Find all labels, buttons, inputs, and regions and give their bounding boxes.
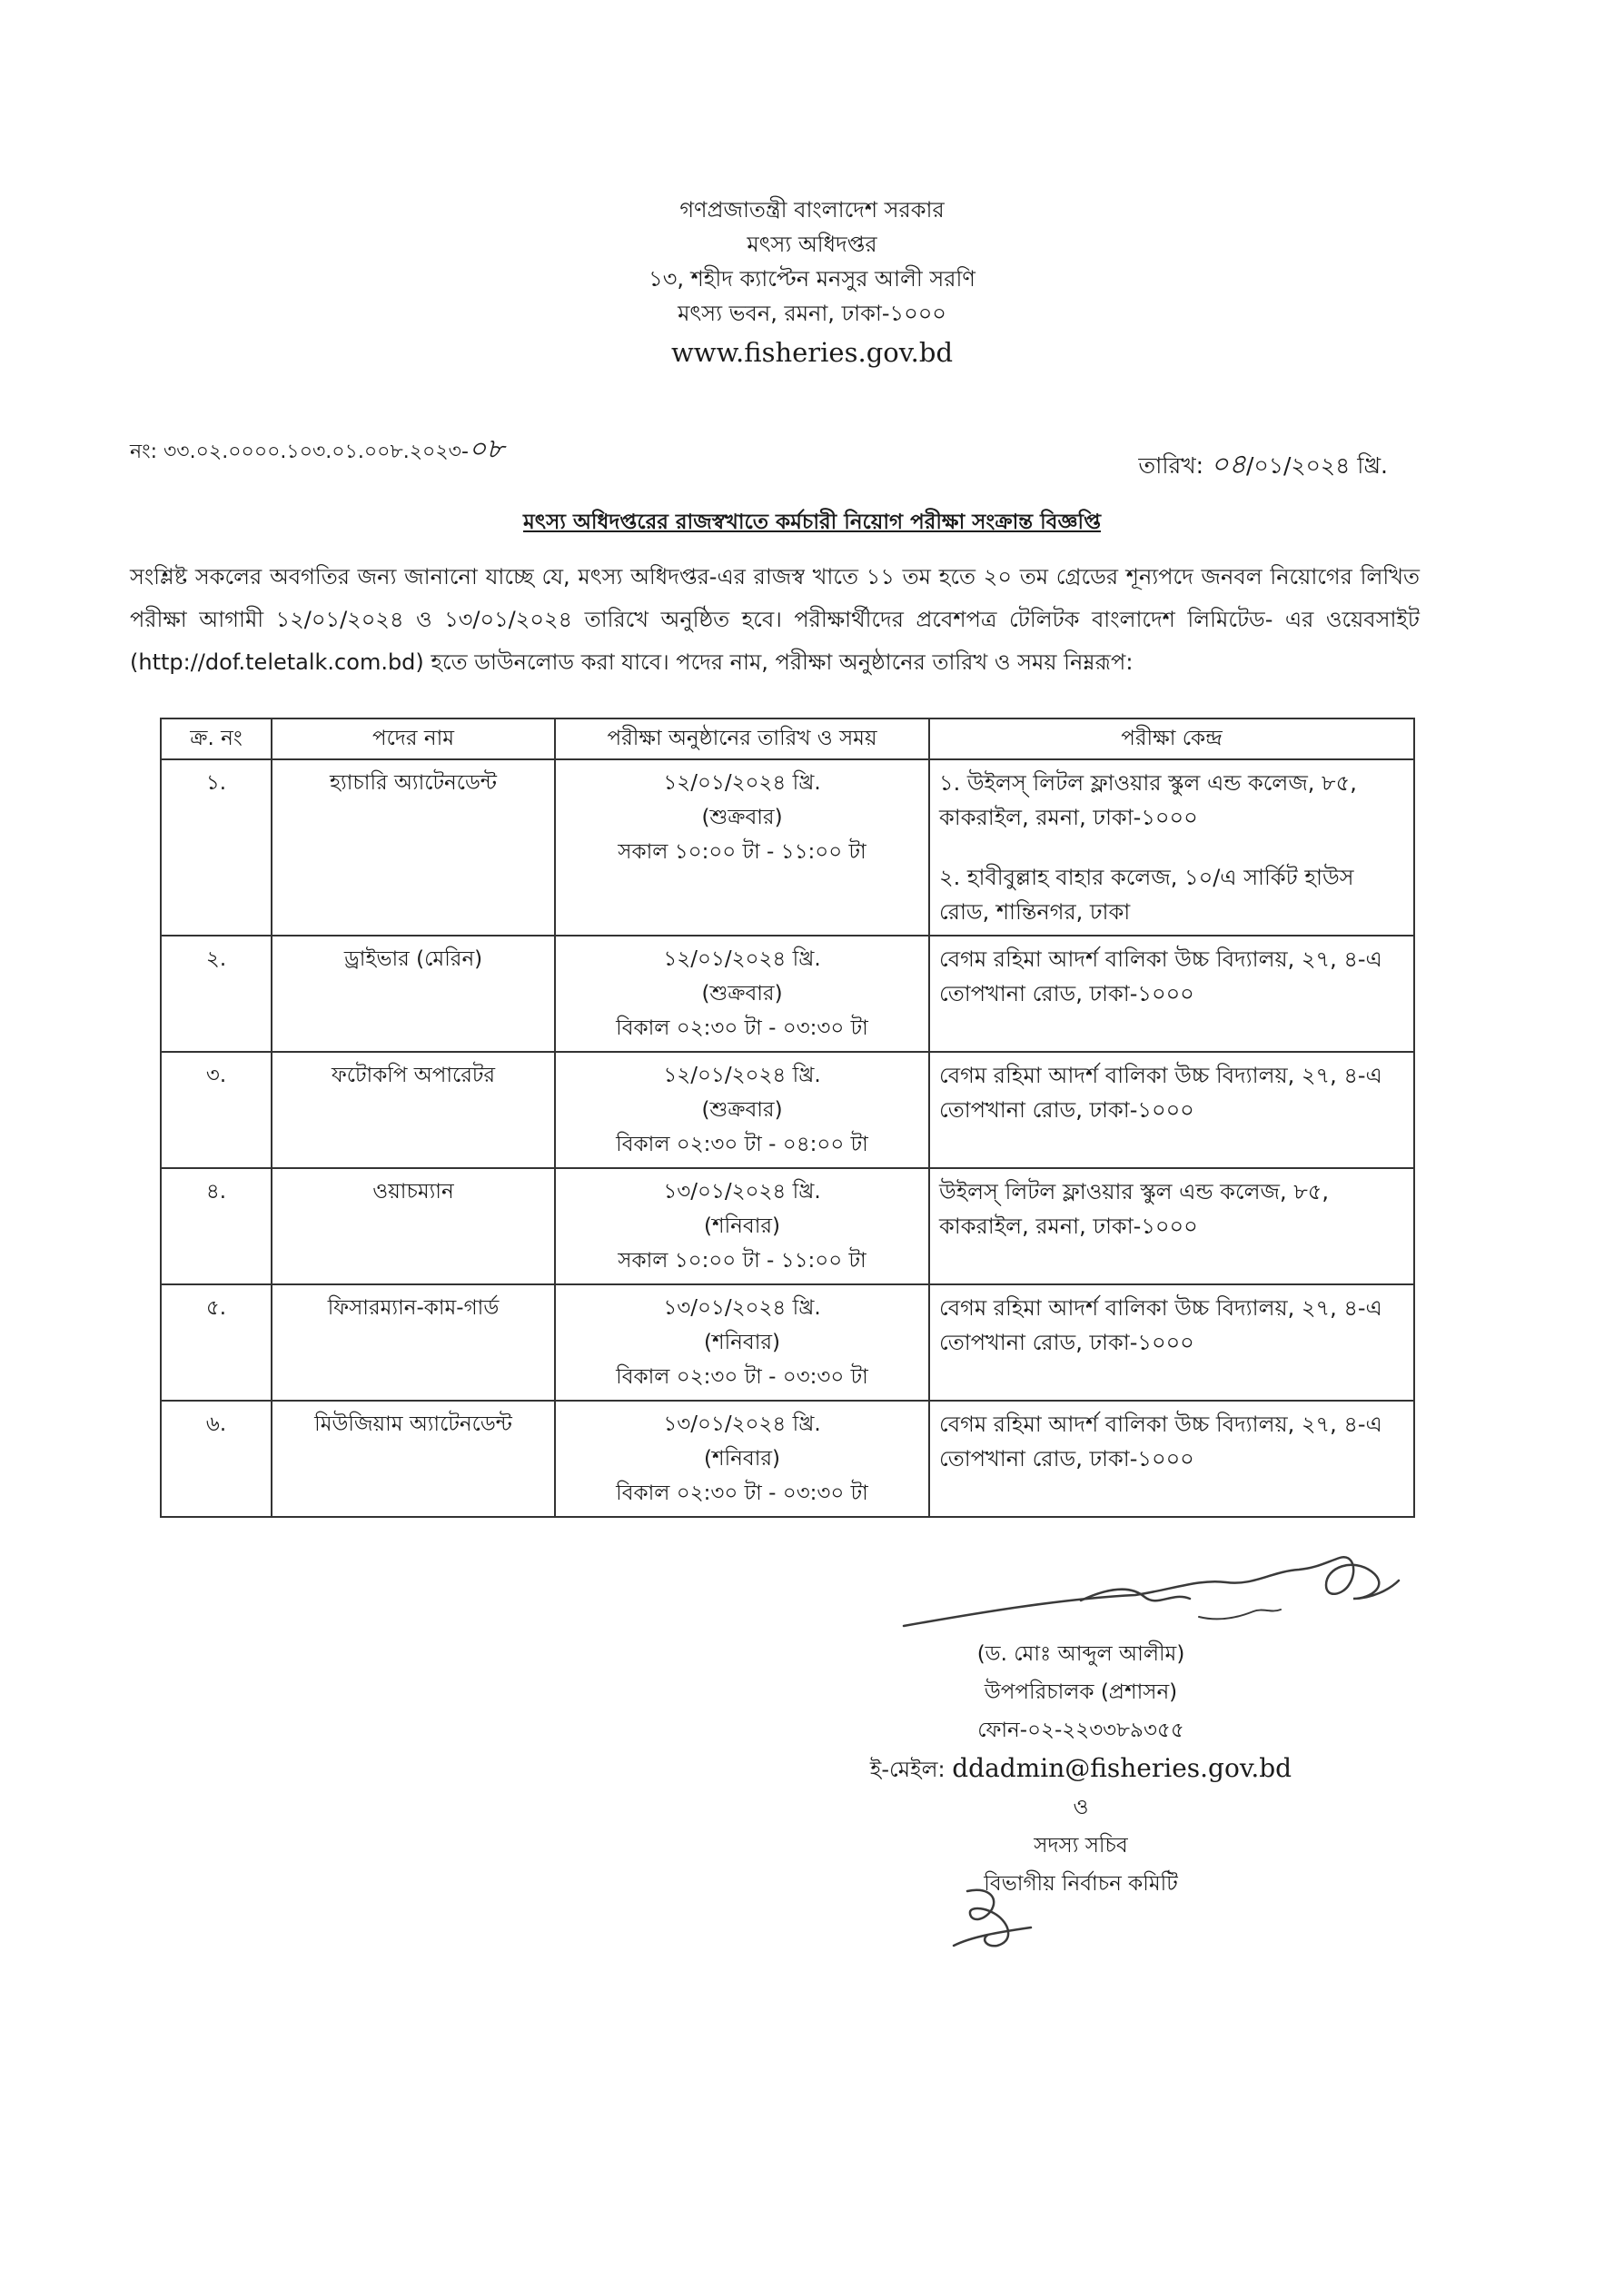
post-cell: ড্রাইভার (মেরিন) xyxy=(272,936,555,1052)
address-city: মৎস্য ভবন, রমনা, ঢাকা-১০০০ xyxy=(678,301,946,326)
header-post: পদের নাম xyxy=(272,718,555,759)
post-cell: ওয়াচম্যান xyxy=(272,1168,555,1284)
serial-cell: ১. xyxy=(161,759,272,936)
date-label: তারিখ: xyxy=(1138,452,1204,479)
date-rest: /০১/২০২৪ খ্রি. xyxy=(1246,452,1388,479)
conjunction: ও xyxy=(1073,1796,1089,1819)
table-row xyxy=(161,1168,1414,1284)
center-cell: বেগম রহিমা আদর্শ বালিকা উচ্চ বিদ্যালয়, ২৭, ৪-এ তোপখানা রোড, ঢাকা-১০০০ xyxy=(929,936,1414,1052)
exam-date: ১৩/০১/২০২৪ খ্রি. xyxy=(663,1296,821,1320)
post-cell: ফটোকপি অপারেটর xyxy=(272,1052,555,1168)
date-time-cell xyxy=(555,1168,929,1284)
signatory-block xyxy=(863,1635,1299,1903)
date-time-cell xyxy=(555,1284,929,1401)
exam-day: (শনিবার) xyxy=(704,1214,780,1238)
exam-day: (শনিবার) xyxy=(704,1331,780,1354)
post-cell: ফিসারম্যান-কাম-গার্ড xyxy=(272,1284,555,1401)
header-center: পরীক্ষা কেন্দ্র xyxy=(929,718,1414,759)
address-line: ১৩, শহীদ ক্যাপ্টেন মনসুর আলী সরণি xyxy=(649,266,975,292)
center-text: ১. উইলস্ লিটল ফ্লাওয়ার স্কুল এন্ড কলেজ, ৮৫, কাকরাইল, রমনা, ঢাকা-১০০০ xyxy=(939,770,1357,830)
header-serial: ক্র. নং xyxy=(161,718,272,759)
table-row xyxy=(161,936,1414,1052)
memo-number-handwritten: ০৮ xyxy=(468,433,504,465)
signatory-designation: উপপরিচালক (প্রশাসন) xyxy=(984,1680,1178,1704)
exam-date: ১২/০১/২০২৪ খ্রি. xyxy=(663,1064,821,1087)
memo-number xyxy=(130,427,504,473)
exam-day: (শুক্রবার) xyxy=(701,806,783,829)
date-time-cell xyxy=(555,1052,929,1168)
center-cell: বেগম রহিমা আদর্শ বালিকা উচ্চ বিদ্যালয়, ২৭, ৪-এ তোপখানা রোড, ঢাকা-১০০০ xyxy=(929,1401,1414,1517)
center-cell: বেগম রহিমা আদর্শ বালিকা উচ্চ বিদ্যালয়, ২৭, ৪-এ তোপখানা রোড, ঢাকা-১০০০ xyxy=(929,1284,1414,1401)
date-time-cell xyxy=(555,759,929,936)
initial-signature xyxy=(945,1882,1045,1955)
email-label: ই-মেইল: xyxy=(869,1757,946,1782)
serial-cell: ৪. xyxy=(161,1168,272,1284)
date-time-cell xyxy=(555,1401,929,1517)
website-link[interactable]: www.fisheries.gov.bd xyxy=(670,337,954,368)
exam-time: বিকাল ০২:৩০ টা - ০৩:৩০ টা xyxy=(616,1016,868,1040)
table-header-row xyxy=(161,718,1414,759)
header-date-time: পরীক্ষা অনুষ্ঠানের তারিখ ও সময় xyxy=(555,718,929,759)
govt-name: গণপ্রজাতন্ত্রী বাংলাদেশ সরকার xyxy=(679,197,945,223)
signatory-phone: ফোন-০২-২২৩৩৮৯৩৫৫ xyxy=(977,1719,1184,1742)
serial-cell: ২. xyxy=(161,936,272,1052)
exam-time: বিকাল ০২:৩০ টা - ০৩:৩০ টা xyxy=(616,1365,868,1389)
notice-title: মৎস্য অধিদপ্তরের রাজস্বখাতে কর্মচারী নিয়োগ পরীক্ষা সংক্রান্ত বিজ্ঞপ্তি xyxy=(523,510,1101,534)
date-handwritten: ০৪ xyxy=(1211,449,1247,481)
exam-time: বিকাল ০২:৩০ টা - ০৪:০০ টা xyxy=(616,1133,868,1156)
exam-time: সকাল ১০:০০ টা - ১১:০০ টা xyxy=(618,1249,866,1273)
exam-day: (শনিবার) xyxy=(704,1447,780,1471)
officer-signature xyxy=(899,1535,1408,1644)
post-cell: হ্যাচারি অ্যাটেনডেন্ট xyxy=(272,759,555,936)
table-row xyxy=(161,1052,1414,1168)
signatory-name: (ড. মোঃ আব্দুল আলীম) xyxy=(976,1642,1185,1666)
table-row xyxy=(161,1401,1414,1517)
memo-number-text: নং: ৩৩.০২.০০০০.১০৩.০১.০০৮.২০২৩- xyxy=(130,441,469,463)
serial-cell: ৬. xyxy=(161,1401,272,1517)
serial-cell: ৫. xyxy=(161,1284,272,1401)
center-cell xyxy=(929,759,1414,936)
department-name: মৎস্য অধিদপ্তর xyxy=(747,232,877,257)
exam-date: ১২/০১/২০২৪ খ্রি. xyxy=(663,947,821,971)
exam-time: সকাল ১০:০০ টা - ১১:০০ টা xyxy=(618,840,866,864)
exam-date: ১২/০১/২০২৪ খ্রি. xyxy=(663,771,821,795)
exam-day: (শুক্রবার) xyxy=(701,1098,783,1122)
notice-date xyxy=(1138,442,1388,489)
exam-time: বিকাল ০২:৩০ টা - ০৩:৩০ টা xyxy=(616,1481,868,1505)
exam-day: (শুক্রবার) xyxy=(701,982,783,1006)
exam-schedule-table xyxy=(160,718,1415,1518)
center-text-2: ২. হাবীবুল্লাহ বাহার কলেজ, ১০/এ সার্কিট হাউস রোড, শান্তিনগর, ঢাকা xyxy=(939,865,1354,925)
table-row xyxy=(161,759,1414,936)
exam-date: ১৩/০১/২০২৪ খ্রি. xyxy=(663,1180,821,1204)
signatory-email-line xyxy=(863,1749,1299,1789)
signatory-role: সদস্য সচিব xyxy=(1034,1834,1128,1858)
serial-cell: ৩. xyxy=(161,1052,272,1168)
letterhead xyxy=(0,193,1624,372)
table-row xyxy=(161,1284,1414,1401)
committee-name: বিভাগীয় নির্বাচন কমিটি xyxy=(984,1872,1178,1896)
intro-paragraph: সংশ্লিষ্ট সকলের অবগতির জন্য জানানো যাচ্ছে যে, মৎস্য অধিদপ্তর-এর রাজস্ব খাতে ১১ তম হতে ২০ তম গ্রেডের শূন্যপদে জনবল নিয়োগের লিখিত পরীক্ষা আগামী ১২/০১/২০২৪ ও ১৩/০১/২০২৪ তারিখে অনুষ্ঠিত হবে। পরীক্ষার্থীদের প্রবেশপত্র টেলিটক বাংলাদেশ লিমিটেড- এর ওয়েবসাইট (http://dof.teletalk.com.bd) হতে ডাউনলোড করা যাবে। পদের নাম, পরীক্ষা অনুষ্ঠানের তারিখ ও সময় নিম্নরূপ: xyxy=(130,564,1420,675)
post-cell: মিউজিয়াম অ্যাটেনডেন্ট xyxy=(272,1401,555,1517)
exam-date: ১৩/০১/২০২৪ খ্রি. xyxy=(663,1412,821,1436)
email-link[interactable]: ddadmin@fisheries.gov.bd xyxy=(952,1753,1292,1783)
date-time-cell xyxy=(555,936,929,1052)
center-cell: উইলস্ লিটল ফ্লাওয়ার স্কুল এন্ড কলেজ, ৮৫, কাকরাইল, রমনা, ঢাকা-১০০০ xyxy=(929,1168,1414,1284)
center-cell: বেগম রহিমা আদর্শ বালিকা উচ্চ বিদ্যালয়, ২৭, ৪-এ তোপখানা রোড, ঢাকা-১০০০ xyxy=(929,1052,1414,1168)
